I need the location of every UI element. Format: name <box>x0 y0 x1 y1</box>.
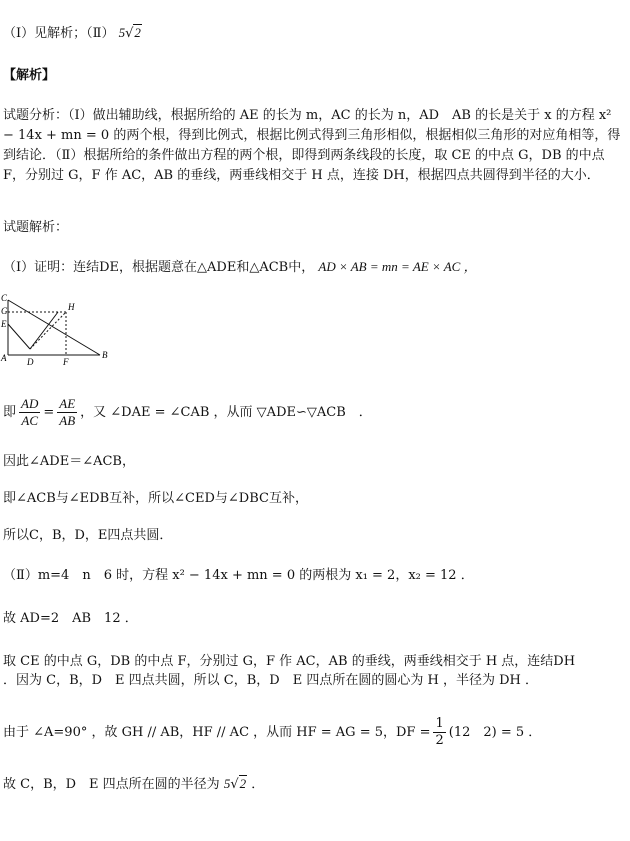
ratio-num-right: AE <box>59 396 76 411</box>
answer-line <box>3 24 624 43</box>
line-construct-1: 取 CE 的中点 G，DB 的中点 F，分别过 G，F 作 AC，AB 的垂线，两垂线相交于 H 点，连结DH <box>3 654 576 669</box>
answer-text: （Ⅰ）见解析；（Ⅱ） <box>3 26 115 41</box>
label-e: E <box>1 319 7 329</box>
fraction-ad-ac <box>19 396 40 429</box>
line-supplement: 即∠ACB与∠EDB互补，所以∠CED与∠DBC互补， <box>3 491 308 506</box>
label-a: A <box>1 353 7 363</box>
ratio-suffix: ，又 ∠DAE = ∠CAB ，从而 ▽ADE∽▽ACB ． <box>80 405 372 420</box>
ratio-num-left: AD <box>21 396 39 411</box>
sqrt-symbol: √2 <box>125 25 141 41</box>
segment-ed <box>8 324 30 349</box>
part1-intro-line <box>3 258 624 277</box>
analysis-paragraph: 试题分析：（Ⅰ）做出辅助线，根据所给的 AE 的长为 m，AC 的长为 n，AD AB 的长是关于 x 的方程 x² − 14x + mn = 0 的两个根，得到比例式，根据比例式得到三角形相似，根据相似三角形的对应角相等，得到结论．（Ⅱ）根据所给的条件做出方程的两个根，即得到两条线段的长度，取 CE 的中点 G，DB 的中点 F，分别过 G，F 作 AC，AB 的垂线，两垂线相交于 H 点，连接 DH，根据四点共圆得到半径的大小． <box>3 108 621 183</box>
label-c: C <box>1 293 8 303</box>
final-value: 5 <box>223 776 231 791</box>
calc-num: 1 <box>435 716 444 731</box>
final-sqrt-symbol: √2 <box>230 776 247 792</box>
ratio-line <box>3 396 624 429</box>
label-g: G <box>1 306 8 316</box>
ratio-eq: = <box>43 405 55 420</box>
part1-equation: AD × AB = mn = AE × AC ， <box>318 259 477 274</box>
triangle-figure <box>0 290 120 370</box>
ratio-den-right: AB <box>59 413 76 428</box>
ratio-den-left: AC <box>21 413 38 428</box>
solution-heading: 试题解析： <box>3 220 69 235</box>
fraction-ae-ab <box>57 396 77 429</box>
line-construct-2: ．因为 C，B，D E 四点共圆，所以 C，B，D E 四点所在圆的圆心为 H ，半径为 DH ． <box>3 673 538 688</box>
part1-intro: （Ⅰ）证明：连结DE，根据题意在△ADE和△ACB中， <box>3 260 315 275</box>
line-calc <box>3 716 624 749</box>
answer-value: 5 <box>118 25 126 40</box>
line-lengths: 故 AD=2 AB 12 ． <box>3 611 138 626</box>
segment-dh <box>30 312 66 349</box>
final-suffix: ． <box>251 777 265 792</box>
final-radicand: 2 <box>239 776 247 791</box>
label-b: B <box>102 350 108 360</box>
label-d: D <box>27 357 34 367</box>
label-f: F <box>63 357 69 367</box>
section-heading: 【解析】 <box>3 68 56 83</box>
ratio-prefix: 即 <box>3 405 17 420</box>
line-final <box>3 775 624 794</box>
calc-suffix: (12 2) = 5 ． <box>448 725 542 740</box>
segment-de <box>30 312 58 349</box>
fraction-half <box>433 716 445 749</box>
final-prefix: 故 C，B，D E 四点所在圆的半径为 <box>3 777 220 792</box>
answer-radicand: 2 <box>134 25 141 40</box>
calc-den: 2 <box>435 733 444 748</box>
label-h: H <box>68 302 75 312</box>
line-roots: （Ⅱ）m=4 n 6 时，方程 x² − 14x + mn = 0 的两根为 x₁ = 2，x₂ = 12 ． <box>3 568 474 583</box>
edge-cb <box>8 300 100 355</box>
calc-prefix: 由于 ∠A=90° ，故 GH // AB，HF // AC ，从而 HF = AG = 5，DF = <box>3 725 431 740</box>
line-concyclic: 所以C，B，D，E四点共圆． <box>3 528 173 543</box>
line-angle: 因此∠ADE＝∠ACB， <box>3 454 135 469</box>
